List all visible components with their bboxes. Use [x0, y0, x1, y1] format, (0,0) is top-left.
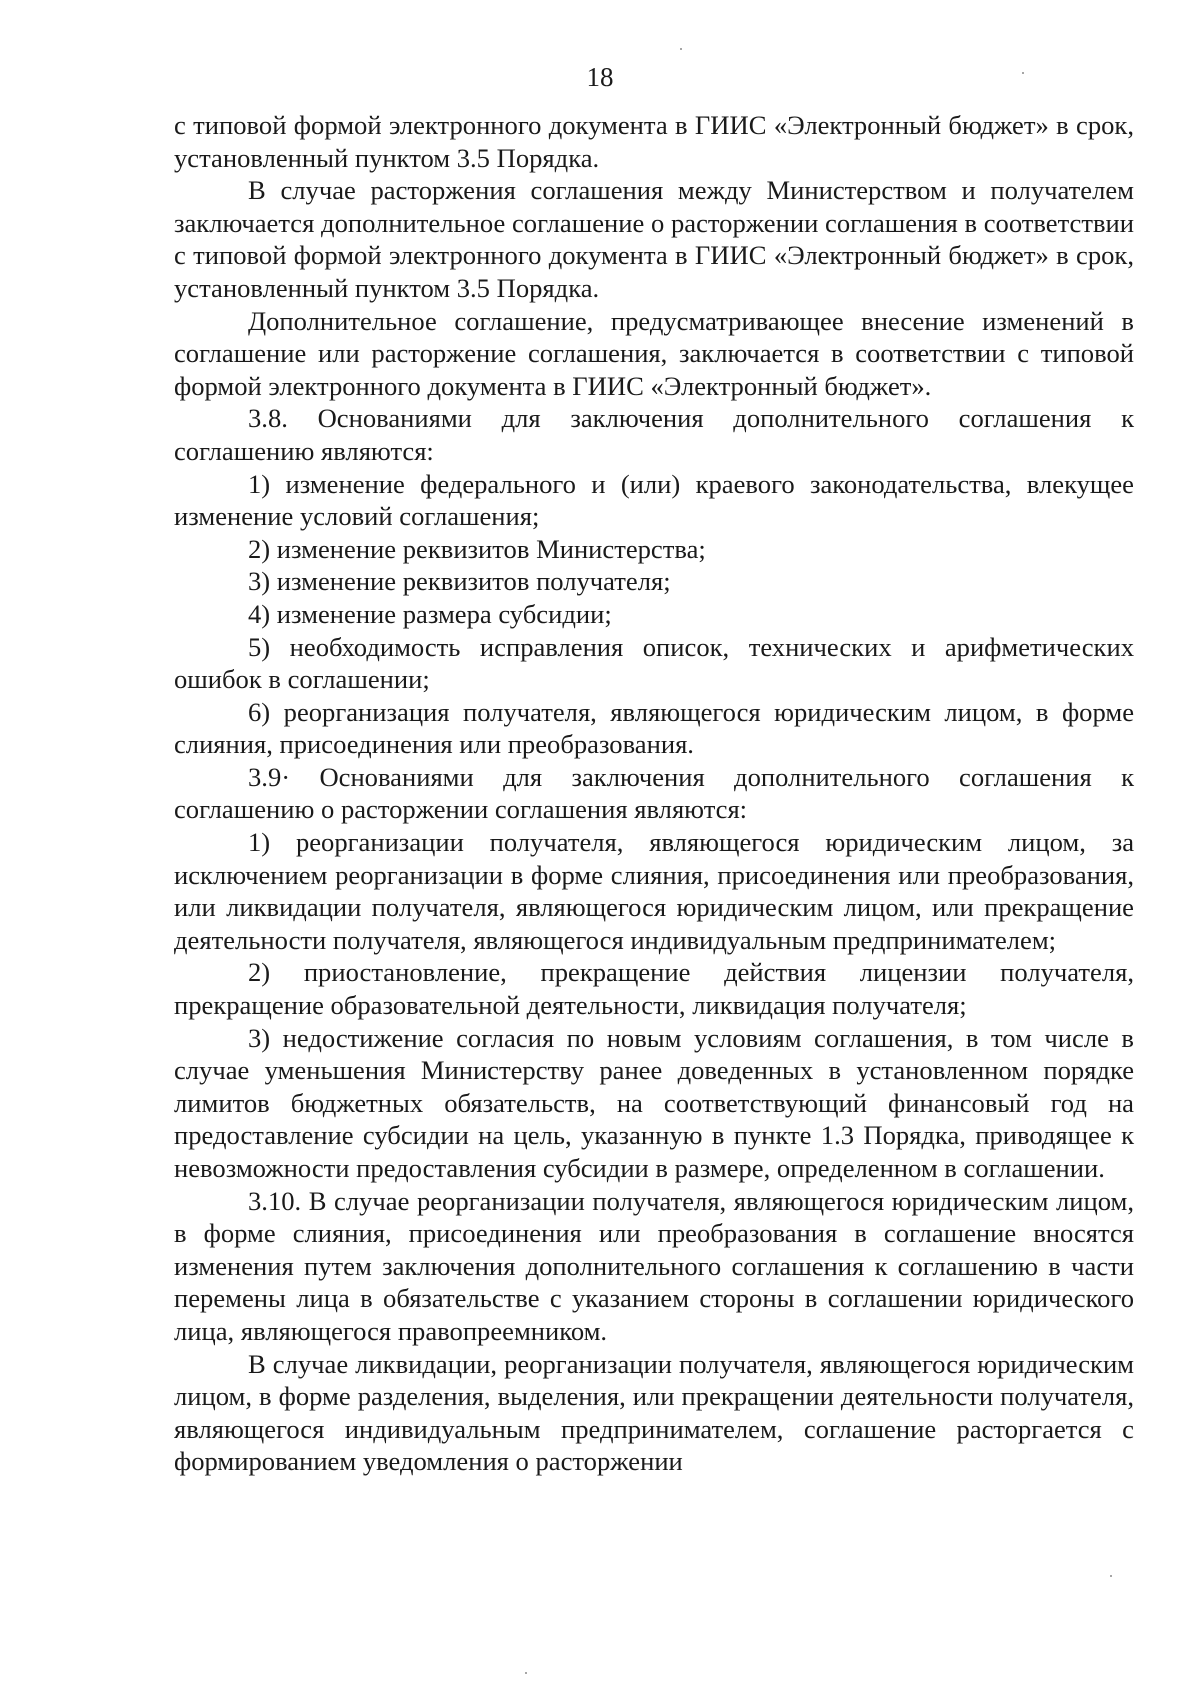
- list-item-3-9-1: 1) реорганизации получателя, являющегося юридическим лицом, за исключением реорганизации в форме слияния, присоединения или преобразования, или ликвидации получателя, являющегося юридическим лицом, или прекращение деятельности получателя, являющегося индивидуальным предпринимателем;: [174, 827, 1134, 955]
- paragraph-additional-agreement: Дополнительное соглашение, предусматривающее внесение изменений в соглашение или расторжение соглашения, заключается в соответствии с типовой формой электронного документа в ГИИС «Электронный бюджет».: [174, 305, 1134, 401]
- page-number: 18: [586, 62, 614, 92]
- paragraph-continuation: с типовой формой электронного документа в ГИИС «Электронный бюджет» в срок, установленный пунктом 3.5 Порядка.: [174, 110, 1134, 173]
- list-item-3-8-4: 4) изменение размера субсидии;: [248, 598, 612, 629]
- list-item-3-8-2: 2) изменение реквизитов Министерства;: [248, 533, 706, 564]
- list-item-3-8-6: 6) реорганизация получателя, являющегося юридическим лицом, в форме слияния, присоединения или преобразования.: [174, 696, 1134, 760]
- list-item-3-9-2: 2) приостановление, прекращение действия лицензии получателя, прекращение образовательной деятельности, ликвидация получателя;: [174, 957, 1134, 1021]
- paragraph-liquidation: В случае ликвидации, реорганизации получателя, являющегося юридическим лицом, в форме разделения, выделения, или прекращении деятельности получателя, являющегося индивидуальным предпринимателем, соглашение расторгается с формированием уведомления о расторжении: [174, 1348, 1134, 1477]
- paragraph-section-3-9: 3.9· Основаниями для заключения дополнительного соглашения к соглашению о расторжении соглашения являются:: [174, 761, 1134, 825]
- list-item-3-9-3: 3) недостижение согласия по новым условиям соглашения, в том числе в случае уменьшения Министерству ранее доведенных в установленном порядке лимитов бюджетных обязательств, на соответствующий финансовый год на предоставление субсидии на цель, указанную в пункте 1.3 Порядка, приводящее к невозможности предоставления субсидии в размере, определенном в соглашении.: [174, 1022, 1134, 1183]
- paragraph-section-3-8: 3.8. Основаниями для заключения дополнительного соглашения к соглашению являются:: [174, 403, 1134, 466]
- list-item-3-8-3: 3) изменение реквизитов получателя;: [248, 566, 671, 597]
- document-body: [174, 109, 1134, 1478]
- scan-speck: [525, 1672, 527, 1674]
- scan-speck: [1022, 72, 1024, 74]
- scan-speck: [1110, 1575, 1112, 1577]
- list-item-3-8-1: 1) изменение федерального и (или) краевого законодательства, влекущее изменение условий соглашения;: [174, 468, 1134, 532]
- scan-speck: [680, 48, 682, 50]
- paragraph-section-3-10: 3.10. В случае реорганизации получателя, являющегося юридическим лицом, в форме слияния, присоединения или преобразования в соглашение вносятся изменения путем заключения дополнительного соглашения к соглашению в части перемены лица в обязательстве с указанием стороны в соглашении юридического лица, являющегося правопреемником.: [174, 1185, 1134, 1346]
- paragraph-termination-agreement: В случае расторжения соглашения между Министерством и получателем заключается дополнительное соглашение о расторжении соглашения в соответствии с типовой формой электронного документа в ГИИС «Электронный бюджет» в срок, установленный пунктом 3.5 Порядка.: [174, 175, 1134, 303]
- list-item-3-8-5: 5) необходимость исправления описок, технических и арифметических ошибок в соглашении;: [174, 631, 1134, 695]
